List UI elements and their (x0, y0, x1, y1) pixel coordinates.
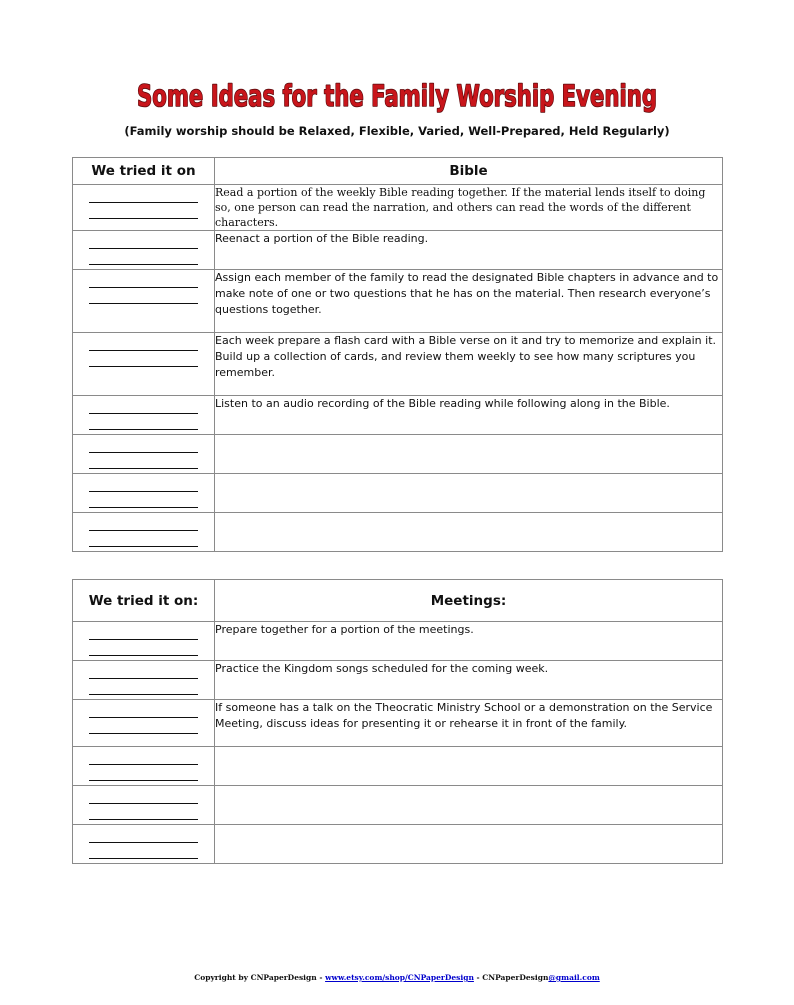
col-header-tried: We tried it on (73, 158, 215, 185)
col-header-tried: We tried it on: (73, 580, 215, 622)
page-title: Some Ideas for the Family Worship Evening (137, 79, 657, 113)
col-header-meetings: Meetings: (215, 580, 723, 622)
idea-text: Each week prepare a flash card with a Bible verse on it and try to memorize and explain it. Build up a collection of cards, and review them weekly to see how many scriptures you remember. (215, 333, 723, 396)
date-field[interactable] (73, 333, 215, 396)
idea-text: If someone has a talk on the Theocratic Ministry School or a demonstration on the Service Meeting, discuss ideas for presenting it or rehearse it in front of the family. (215, 700, 723, 747)
col-header-bible: Bible (215, 158, 723, 185)
footer-shop-link[interactable]: www.etsy.com/shop/CNPaperDesign (325, 973, 474, 982)
table-row (73, 825, 723, 864)
table-header-row (73, 580, 723, 622)
idea-text-blank[interactable] (215, 435, 723, 474)
table-row (73, 333, 723, 396)
idea-text-blank[interactable] (215, 747, 723, 786)
table-row (73, 435, 723, 474)
footer-copyright: Copyright by CNPaperDesign - (194, 973, 326, 982)
date-field[interactable] (73, 435, 215, 474)
table-row (73, 661, 723, 700)
idea-text: Listen to an audio recording of the Bible reading while following along in the Bible. (215, 396, 723, 435)
table-row (73, 270, 723, 333)
date-field[interactable] (73, 700, 215, 747)
date-field[interactable] (73, 474, 215, 513)
page-title-logo (117, 68, 677, 124)
table-row (73, 786, 723, 825)
page-subtitle: (Family worship should be Relaxed, Flexible, Varied, Well-Prepared, Held Regularly) (124, 124, 670, 138)
table-row (73, 231, 723, 270)
bible-ideas-table (72, 157, 723, 552)
date-field[interactable] (73, 270, 215, 333)
idea-text: Practice the Kingdom songs scheduled for the coming week. (215, 661, 723, 700)
date-field[interactable] (73, 661, 215, 700)
meetings-ideas-table (72, 579, 723, 864)
idea-text: Read a portion of the weekly Bible reading together. If the material lends itself to doing so, one person can read the narration, and others can read the words of the different characters. (215, 185, 723, 231)
table-row (73, 513, 723, 552)
date-field[interactable] (73, 185, 215, 231)
date-field[interactable] (73, 622, 215, 661)
footer-separator: - CNPaperDesign (473, 973, 549, 982)
page-title-area (0, 68, 794, 124)
idea-text-blank[interactable] (215, 786, 723, 825)
idea-text-blank[interactable] (215, 513, 723, 552)
idea-text: Assign each member of the family to read the designated Bible chapters in advance and to make note of one or two questions that he has on the material. Then research everyone’s questions together. (215, 270, 723, 333)
table-row (73, 622, 723, 661)
date-field[interactable] (73, 825, 215, 864)
idea-text: Prepare together for a portion of the meetings. (215, 622, 723, 661)
table-row (73, 747, 723, 786)
date-field[interactable] (73, 396, 215, 435)
footer-email-link[interactable]: @gmail.com (548, 973, 600, 982)
idea-text-blank[interactable] (215, 474, 723, 513)
idea-text-blank[interactable] (215, 825, 723, 864)
date-field[interactable] (73, 513, 215, 552)
table-row (73, 396, 723, 435)
table-row (73, 700, 723, 747)
table-header-row (73, 158, 723, 185)
table-row (73, 474, 723, 513)
idea-text: Reenact a portion of the Bible reading. (215, 231, 723, 270)
table-row (73, 185, 723, 231)
date-field[interactable] (73, 747, 215, 786)
page-footer (0, 973, 794, 982)
date-field[interactable] (73, 231, 215, 270)
date-field[interactable] (73, 786, 215, 825)
